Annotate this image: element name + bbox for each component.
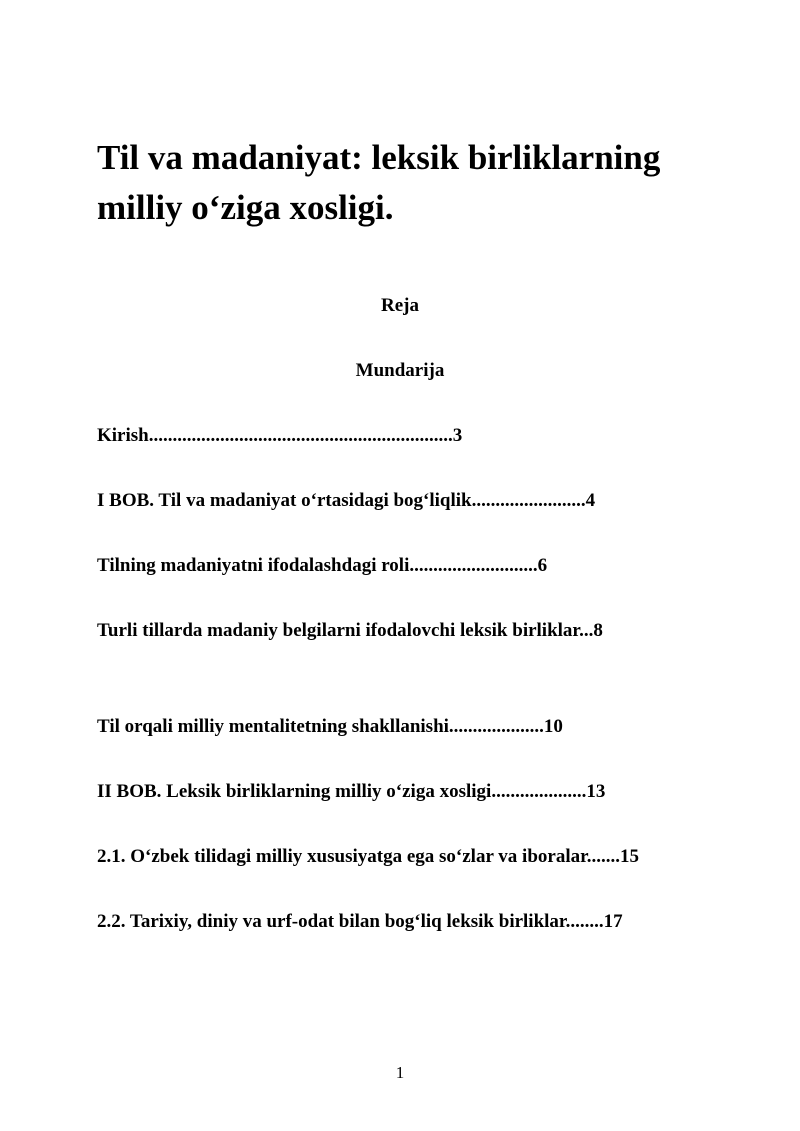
toc-entry-kirish: Kirish................................................................3 — [97, 425, 463, 446]
toc-entry-section: Tilning madaniyatni ifodalashdagi roli...........................6 — [97, 555, 548, 576]
toc-entry-section-2-1: 2.1. O‘zbek tilidagi milliy xususiyatga ega so‘zlar va iboralar.......15 — [97, 846, 640, 867]
document-title: Til va madaniyat: leksik birliklarning milliy o‘ziga xosligi. — [97, 138, 661, 227]
reja-heading: Reja — [381, 295, 419, 316]
toc-entry-section-2-2: 2.2. Tarixiy, diniy va urf-odat bilan bog‘liq leksik birliklar........17 — [97, 911, 623, 932]
mundarija-heading: Mundarija — [355, 360, 445, 381]
toc-entry-section: Til orqali milliy mentalitetning shakllanishi....................10 — [97, 716, 563, 737]
toc-entry-section: Turli tillarda madaniy belgilarni ifodalovchi leksik birliklar...8 — [97, 620, 603, 641]
toc-entry-chapter-1: I BOB. Til va madaniyat o‘rtasidagi bog‘liqlik........................4 — [97, 490, 596, 511]
page-number: 1 — [395, 1063, 405, 1082]
toc-entry-chapter-2: II BOB. Leksik birliklarning milliy o‘ziga xosligi....................13 — [97, 781, 606, 802]
